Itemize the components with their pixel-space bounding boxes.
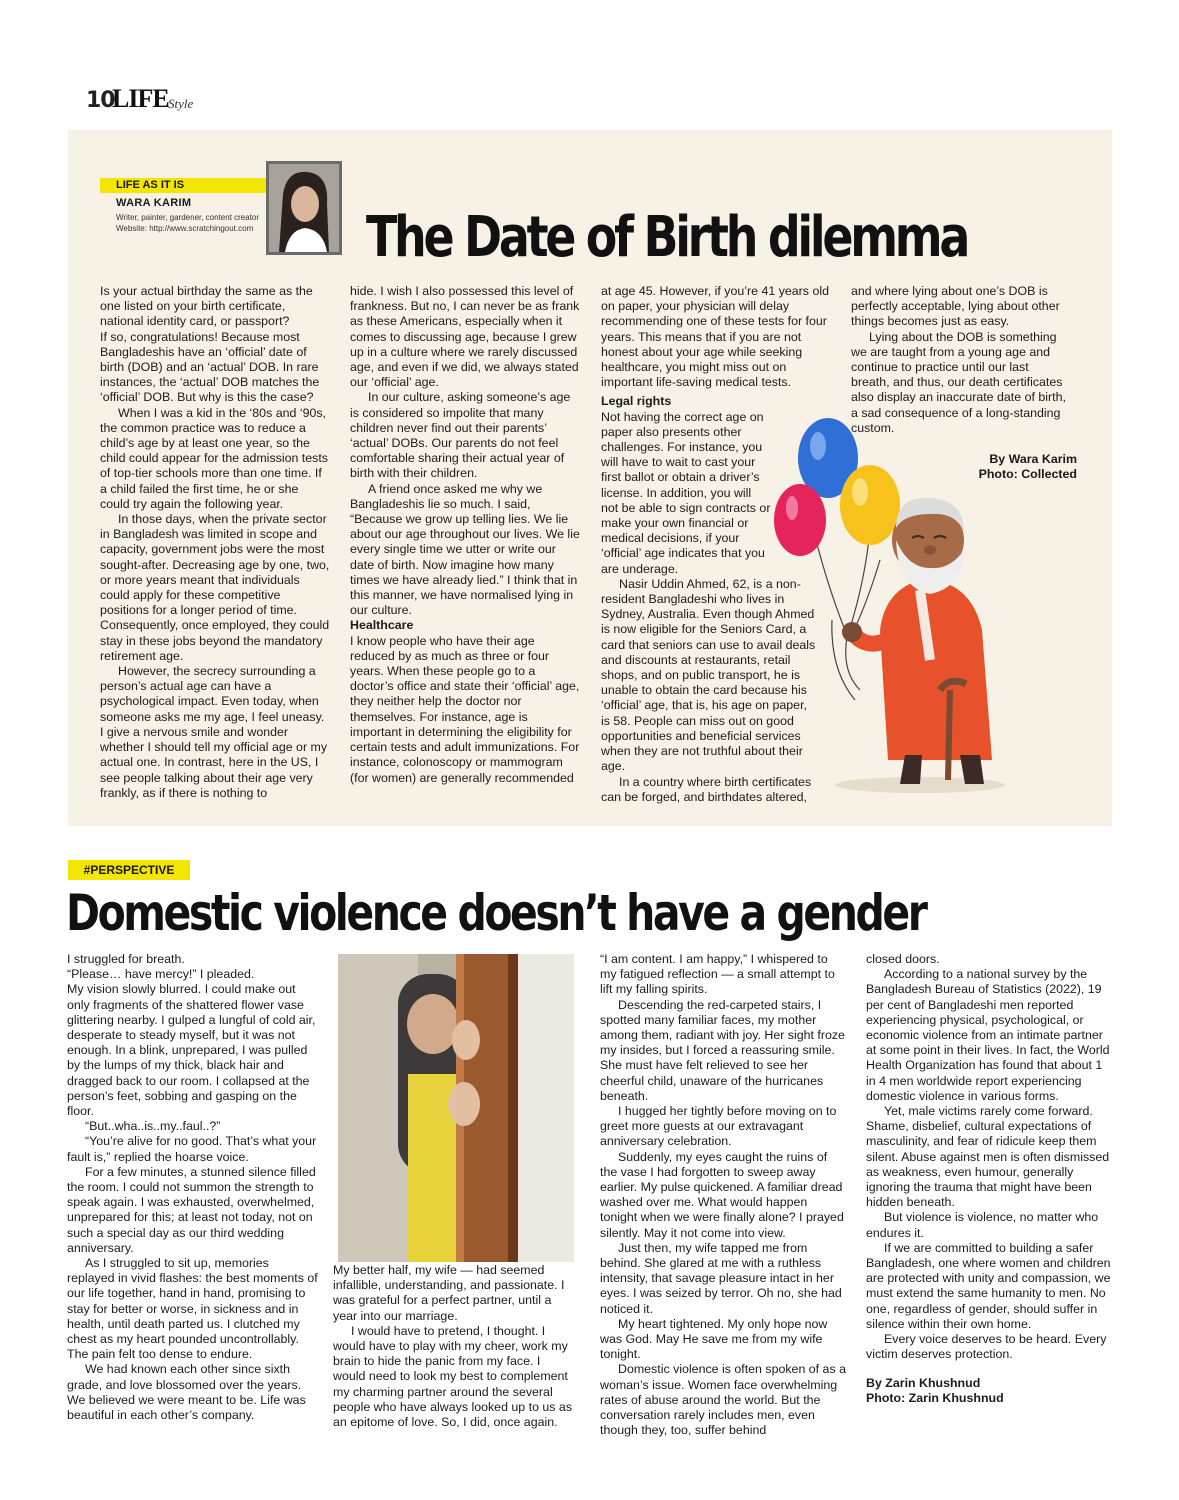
paragraph: My heart tightened. My only hope now was God. May He save me from my wife tonight. xyxy=(600,1316,828,1362)
article-byline: By Zarin Khushnud Photo: Zarin Khushnud xyxy=(866,1376,1004,1406)
paragraph: I would have to pretend, I thought. I would have to play with my cheer, work my brain to hide the panic from my face. I would need to look my best to complement my charming partner around the several people who have always looked up to us as an epitome of love. So, I did, once again. xyxy=(333,1323,573,1430)
paragraph: According to a national survey by the Bangladesh Bureau of Statistics (2022), 19 per cent of Bangladeshi men reported experiencing physical, psychological, or economic violence from an intimate partner at some point in their lives. In fact, the World Health Organization has found that about 1 in 4 men worldwide report experiencing domestic violence in various forms. xyxy=(866,967,1110,1103)
subheading-legal-rights: Legal rights xyxy=(601,394,672,409)
paragraph: My better half, my wife — had seemed infallible, understanding, and passionate. I was grateful for a perfect partner, until a year into our marriage. xyxy=(333,1263,565,1323)
paragraph: Is your actual birthday the same as the one listed on your birth certificate, national identity card, or passport? xyxy=(100,284,313,329)
paragraph: When I was a kid in the ‘80s and ‘90s, the common practice was to reduce a child’s age by at least one year, so the child could appear for the admission tests of top-tier schools more than one time. If a child failed the first time, he or she could try again the following year. xyxy=(100,405,328,511)
author-photo xyxy=(266,161,342,255)
elderly-man-balloons-illustration xyxy=(770,400,1010,820)
article-column-1 xyxy=(67,952,319,1423)
paragraph: Descending the red-carpeted stairs, I spotted many familiar faces, my mother among them, radiant with joy. Her sight froze my insides, but I forced a reassuring smile. She must have felt relieved to see her cheerful child, unaware of the hurricanes beneath. xyxy=(600,997,845,1103)
paragraph: In our culture, asking someone’s age is considered so impolite that many children never find out their parents’ ‘actual’ DOBs. Our parents do not feel comfortable sharing their actual year of birth with their children. xyxy=(350,390,571,481)
article-column-4 xyxy=(866,952,1111,1406)
paragraph: Every voice deserves to be heard. Every victim deserves protection. xyxy=(866,1332,1107,1362)
author-description: Writer, painter, gardener, content creator Website: http://www.scratchingout.com xyxy=(116,213,260,233)
child-behind-door-photo xyxy=(338,954,574,1262)
paragraph: If we are committed to building a safer Bangladesh, one where women and children are protected with unity and compassion, we must extend the same humanity to men. No one, regardless of gender, should suffer in silence within their own home. xyxy=(866,1240,1111,1331)
paragraph: Suddenly, my eyes caught the ruins of the vase I had forgotten to sweep away earlier. My pulse quickened. A familiar dread washed over me. What would happen tonight when we were finally alone? I prayed silently. May it not come into view. xyxy=(600,1149,844,1240)
paragraph: If so, congratulations! Because most Bangladeshis have an ‘official’ date of birth (DOB) and an ‘actual’ DOB. In rare instances, the ‘actual’ DOB matches the ‘official’ DOB. But why is this the case? xyxy=(100,329,320,405)
paragraph: A friend once asked me why we Bangladeshis lie so much. I said, “Because we grow up telling lies. We lie about our age throughout our lives. We lie every single time we utter or write our date of birth. Now imagine how many times we have already lied.” I think that in this manner, we have normalised lying in our culture. xyxy=(350,481,580,618)
author-name: WARA KARIM xyxy=(116,197,192,209)
paragraph: In those days, when the private sector in Bangladesh was limited in scope and capacity, government jobs were the most sought-after. Decreasing age by one, two, or more years meant that individuals could apply for these competitive positions for a longer period of time. Consequently, once employed, they could stay in these jobs beyond the mandatory retirement age. xyxy=(100,512,330,663)
paragraph: “I am content. I am happy,” I whispered to my fatigued reflection — a small attempt to lift my falling spirits. xyxy=(600,952,835,997)
paragraph: Not having the correct age on paper also presents other challenges. For instance, you will have to wait to cast your first ballot or obtain a driver’s license. In addition, you will not be able to sign contracts or make your own financial or medical decisions, if your ‘official’ age indicates that you are underage. xyxy=(601,409,771,576)
paragraph: and where lying about one’s DOB is perfectly acceptable, lying about other things becomes just as easy. xyxy=(851,284,1060,329)
paragraph: Lying about the DOB is something we are taught from a young age and continue to practice until our last breath, and thus, our death certificates also display an inaccurate date of birth, a sad consequence of a long-standing custom. xyxy=(851,329,1066,435)
article-byline: By Wara Karim Photo: Collected xyxy=(978,452,1077,481)
article-column-2 xyxy=(350,284,582,786)
paragraph: I struggled for breath. xyxy=(67,952,185,966)
paragraph: hide. I wish I also possessed this level of frankness. But no, I can never be as frank as these Americans, especially when it comes to discussing age, because I grew up in a culture where we rarely discussed age, and even if we did, we always stated our ‘official’ age. xyxy=(350,284,580,390)
logo-script-text: Style xyxy=(168,96,194,111)
paragraph: closed doors. xyxy=(866,952,940,966)
article-column-3 xyxy=(600,952,847,1439)
article-title: The Date of Birth dilemma xyxy=(366,205,968,270)
perspective-kicker: #PERSPECTIVE xyxy=(68,860,190,880)
paragraph: In a country where birth certificates can be forged, and birthdates altered, xyxy=(601,774,812,804)
paragraph: at age 45. However, if you’re 41 years old on paper, your physician will delay recommending one of these tests for four years. This means that if you are not honest about your age while seeking healthcare, you might miss out on important life-saving medical tests. xyxy=(601,284,829,390)
article-column-1 xyxy=(100,284,330,801)
subheading-healthcare: Healthcare xyxy=(350,618,414,633)
article-title: Domestic violence doesn’t have a gender xyxy=(66,884,926,942)
column-kicker: LIFE AS IT IS xyxy=(100,178,268,193)
paragraph: “Please… have mercy!” I pleaded. xyxy=(67,967,255,982)
life-style-logo: LIFE xyxy=(112,84,169,113)
paragraph: Nasir Uddin Ahmed, 62, is a non-resident Bangladeshi who lives in Sydney, Australia. Even though Ahmed is now eligible for the Seniors Card, a card that seniors can use to avail deals and discounts at restaurants, retail shops, and on public transport, he is unable to obtain the card because his ‘official’ age, that is, his age on paper, is 58. People can miss out on good opportunities and beneficial services when they are not truthful about their age. xyxy=(601,576,816,774)
paragraph: “You’re alive for no good. That’s what your fault is,” replied the hoarse voice. xyxy=(67,1134,317,1164)
paragraph: Domestic violence is often spoken of as a woman’s issue. Women face overwhelming rates of abuse around the world. But the conversation rarely includes men, even though they, too, suffer behind xyxy=(600,1362,846,1438)
paragraph: My vision slowly blurred. I could make out only fragments of the shattered flower vase glittering nearby. I gulped a lungful of cold air, desperate to steady myself, but it was not enough. In a blink, unprepared, I was pulled by the lumps of my thick, black hair and dragged back to our room. I collapsed at the person’s feet, sobbing and gasping on the floor. xyxy=(67,982,316,1119)
paragraph: However, the secrecy surrounding a person’s actual age can have a psychological impact. Even today, when someone asks me my age, I feel uneasy. I give a nervous smile and wonder whether I should tell my official age or my actual one. In contrast, here in the US, I see people talking about their age very frankly, as if there is nothing to xyxy=(100,664,328,800)
paragraph: For a few minutes, a stunned silence filled the room. I could not summon the strength to speak again. I was exhausted, overwhelmed, unprepared for this; at least not today, not on such a special day as our third wedding anniversary. xyxy=(67,1164,316,1255)
paragraph: I hugged her tightly before moving on to greet more guests at our extravagant anniversary celebration. xyxy=(600,1104,837,1149)
paragraph: I know people who have their age reduced by as much as three or four years. When these people go to a doctor’s office and state their ‘official’ age, they neither help the doctor nor themselves. For instance, age is important in determining the eligibility for certain tests and adult immunizations. For instance, colonoscopy or mammogram (for women) are generally recommended xyxy=(350,633,580,785)
page-number: 10 xyxy=(86,88,115,113)
paragraph: “But..wha..is..my..faul..?” xyxy=(85,1119,221,1134)
paragraph: Yet, male victims rarely come forward. Shame, disbelief, cultural expectations of masculinity, and fear of ridicule keep them silent. Abuse against men is often dismissed as weakness, even humour, generally ignoring the trauma that might have been hidden beneath. xyxy=(866,1104,1110,1210)
paragraph: But violence is violence, no matter who endures it. xyxy=(866,1210,1099,1240)
paragraph: Just then, my wife tapped me from behind. She glared at me with a ruthless intensity, that savage pleasure intact in her eyes. I was seized by terror. Oh no, she had noticed it. xyxy=(600,1240,842,1316)
article-column-2 xyxy=(333,1263,576,1430)
paragraph: We had known each other since sixth grade, and love blossomed over the years. We believed we were meant to be. Life was beautiful in each other’s company. xyxy=(67,1362,306,1423)
paragraph: As I struggled to sit up, memories replayed in vivid flashes: the best moments of our life together, hand in hand, promising to stay for better or worse, in sickness and in health, until death parted us. I clutched my chest as my heart pounded uncontrollably. The pain felt too dense to endure. xyxy=(67,1256,318,1362)
